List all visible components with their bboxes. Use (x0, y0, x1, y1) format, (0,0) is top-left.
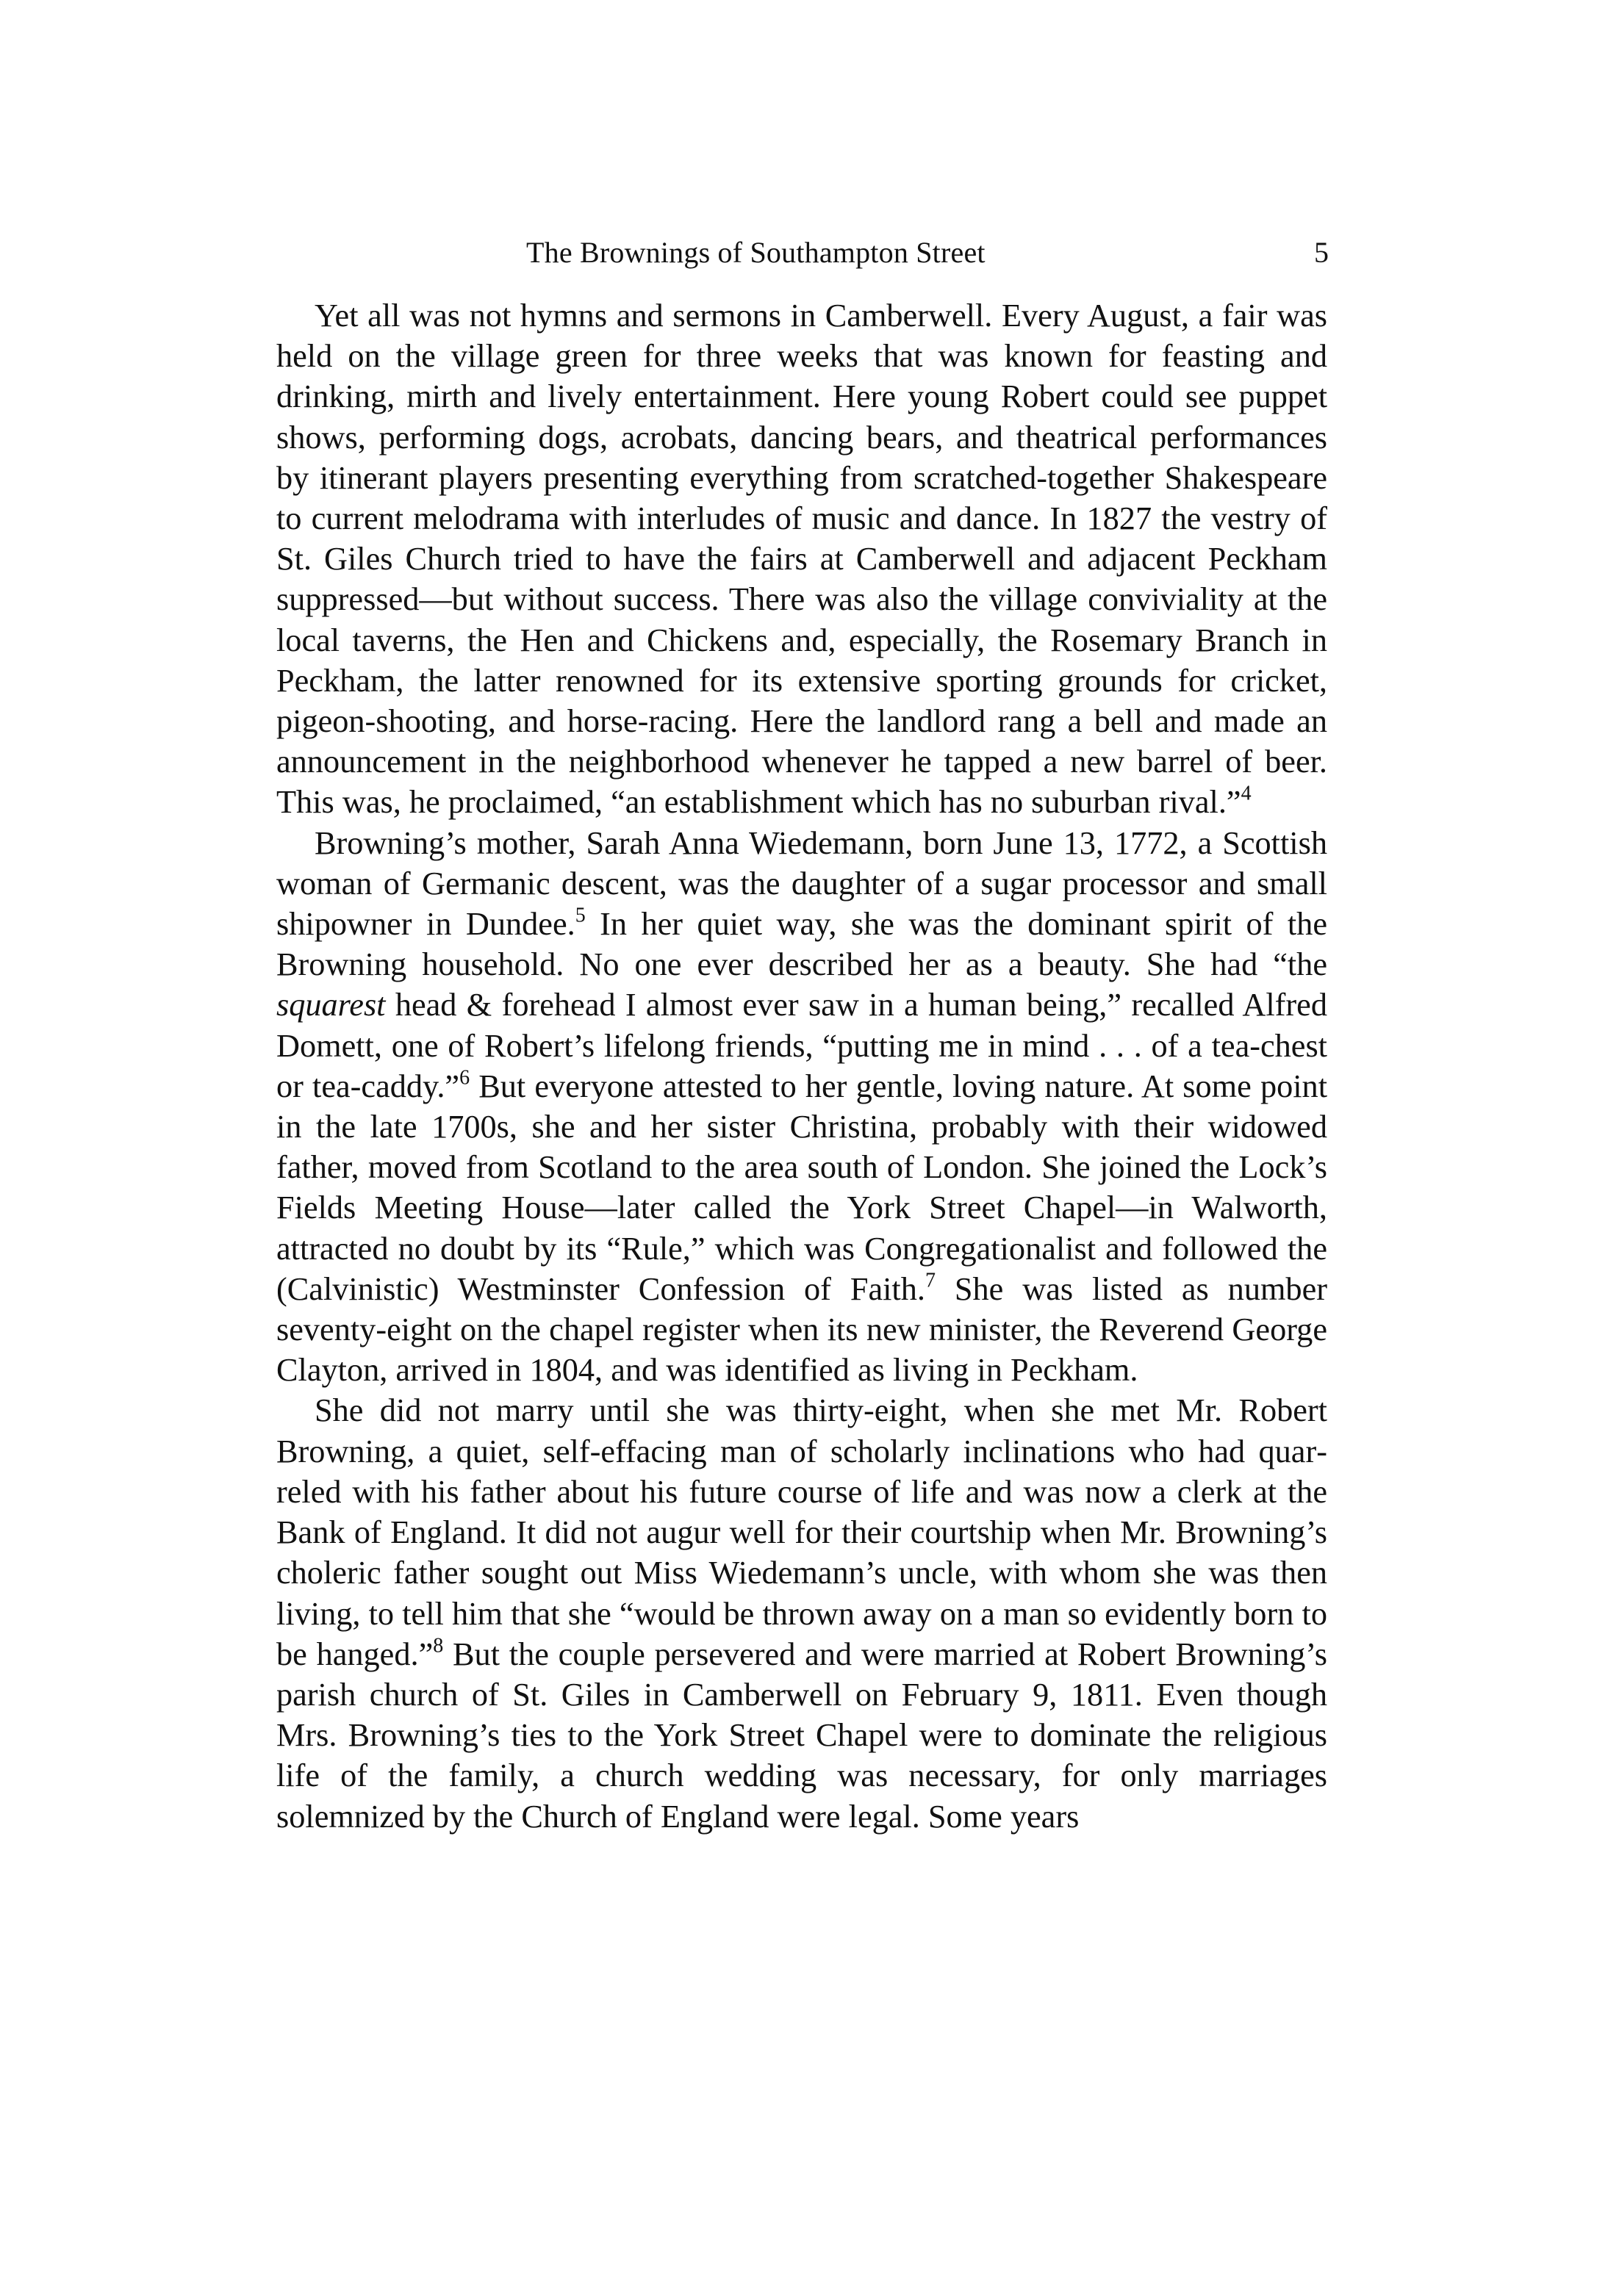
paragraph-1 (276, 295, 1327, 823)
page-number: 5 (1314, 236, 1329, 269)
footnote-ref: 4 (1241, 782, 1252, 806)
paragraph-3 (276, 1390, 1327, 1836)
text-run: In her quiet way, she was the dominant spirit of the Browning household. No one ever described her as a beauty. She had “the (276, 906, 1327, 983)
footnote-ref: 6 (459, 1066, 470, 1090)
text-run: She did not marry until she was thirty-eight, when she met Mr. Robert Browning, a quiet, self-effacing man of scholarly inclinations who had quarreled with his father about his future course of life and was now a clerk at the Bank of England. It did not augur well for their courtship when Mr. Browning’s choleric father sought out Miss Wiedemann’s uncle, with whom she was then living, to tell him that she “would be thrown away on a man so evidently born to be hanged.” (276, 1392, 1327, 1672)
text-run: She was listed as number seventy-eight on the chapel register when its new minister, the Reverend George Clayton, arrived in 1804, and was identified as living in Peckham. (276, 1270, 1327, 1389)
paragraph-2 (276, 823, 1327, 1391)
text-run: But everyone attested to her gentle, loving nature. At some point in the late 1700s, she and her sister Christina, probably with their widowed father, moved from Scotland to the area south of London. She joined the Lock’s Fields Meeting House—later called the York Street Chapel—in Walworth, attracted no doubt by its “Rule,” which was Congregationalist and followed the (Calvinistic) Westminster Confession of Faith. (276, 1068, 1328, 1307)
running-head (276, 229, 1329, 276)
text-run: Yet all was not hymns and sermons in Camberwell. Every August, a fair was held on the village green for three weeks that was known for feasting and drinking, mirth and lively entertainment. Here young Robert could see puppet shows, performing dogs, acrobats, dancing bears, and theatrical performances by itinerant players presenting everything from scratched-together Shakespeare to current melodrama with interludes of music and dance. In 1827 the vestry of St. Giles Church tried to have the fairs at Camberwell and adjacent Peckham suppressed—but without success. There was also the village conviviality at the local taverns, the Hen and Chickens and, especially, the Rosemary Branch in Peckham, the latter renowned for its extensive sporting grounds for cricket, pigeon-shooting, and horse-racing. Here the landlord rang a bell and made an announcement in the neighborhood whenever he tapped a new barrel of beer. This was, he proclaimed, “an establishment which has no suburban rival.” (276, 298, 1327, 821)
text-run: head & forehead I almost ever saw in a human being,” recalled Alfred Domett, one of Robert’s lifelong friends, “putting me in mind . . . of a tea-chest or tea-caddy.” (276, 987, 1327, 1104)
footnote-ref: 8 (433, 1634, 444, 1658)
footnote-ref: 5 (575, 904, 586, 927)
text-run: Browning’s mother, Sarah Anna Wiedemann, born June 13, 1772, a Scottish woman of Germanic descent, was the daughter of a sugar processor and small shipowner in Dundee. (276, 824, 1327, 943)
emphasized-text: squarest (276, 987, 386, 1023)
text-run: But the couple persevered and were married at Robert Browning’s parish church of St. Giles in Camberwell on February 9, 1811. Even though Mrs. Browning’s ties to the York Street Chapel were to dominate the religious life of the family, a church wedding was necessary, for only marriages solemnized by the Church of England were legal. Some years (276, 1635, 1327, 1835)
body-text (276, 295, 1327, 1837)
footnote-ref: 7 (925, 1269, 936, 1292)
running-title: The Brownings of Southampton Street (526, 236, 986, 269)
